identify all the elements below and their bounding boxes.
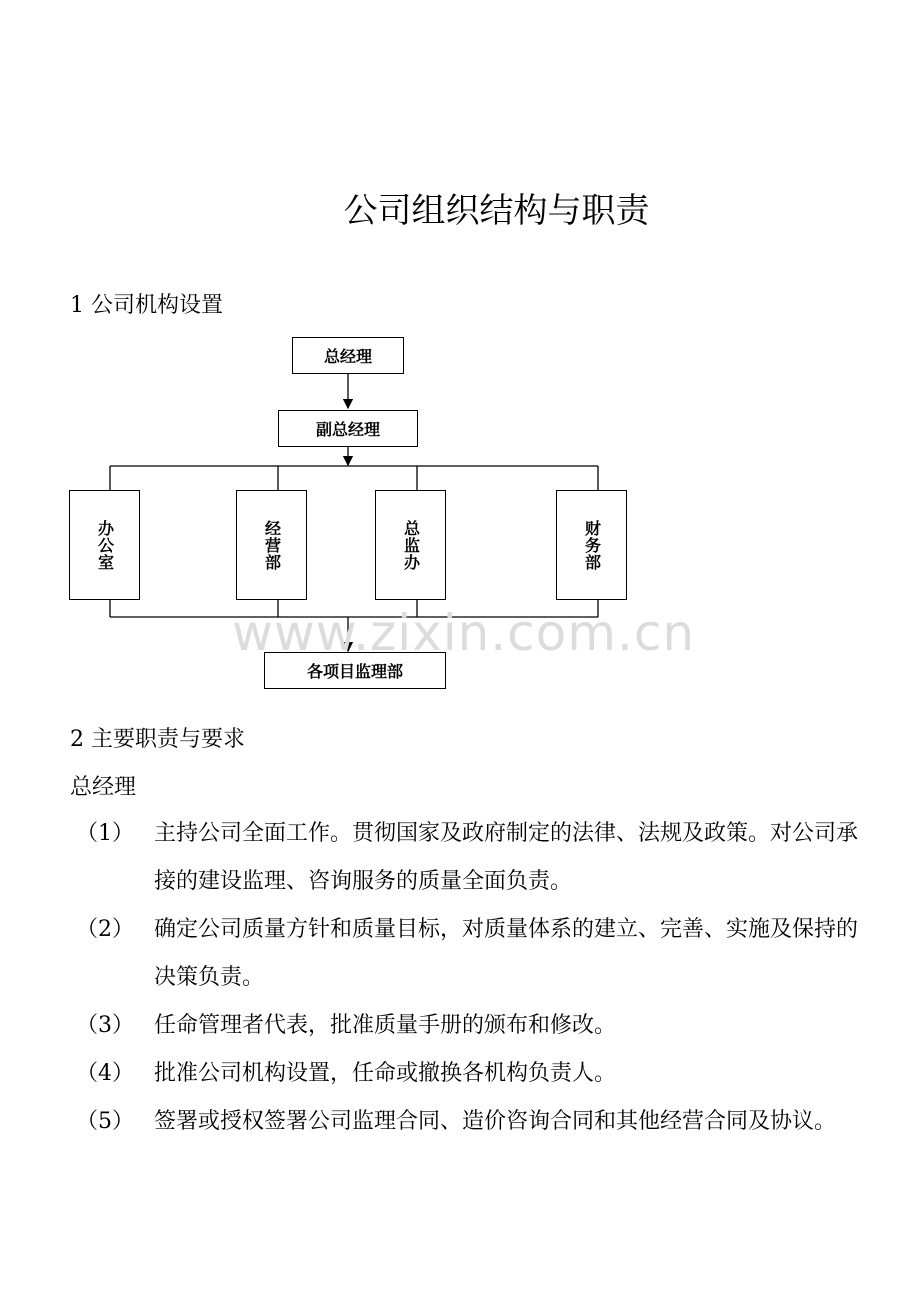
- duty-number: （4）: [76, 1061, 134, 1086]
- page-title: 公司组织结构与职责: [343, 191, 650, 231]
- duty-number: （1）: [76, 821, 134, 846]
- duty-number: （3）: [76, 1013, 134, 1038]
- org-box-office: 办公室: [69, 490, 140, 600]
- org-box-finance-dept: 财务部: [556, 490, 627, 600]
- org-box-deputy-general-manager: 副总经理: [278, 410, 418, 447]
- duty-text: 主持公司全面工作。贯彻国家及政府制定的法律、法规及政策。对公司承接的建设监理、咨询服务的质量全面负责。: [154, 821, 859, 894]
- duty-item: [70, 1098, 860, 1146]
- subheading-general-manager: 总经理: [70, 775, 137, 800]
- section-heading-2: 2 主要职责与要求: [70, 727, 245, 752]
- section-heading-1: 1 公司机构设置: [70, 293, 223, 318]
- duty-text: 任命管理者代表，批准质量手册的颁布和修改。: [154, 1013, 617, 1038]
- duty-number: （2）: [76, 917, 134, 942]
- org-box-project-supervision: 各项目监理部: [264, 652, 446, 689]
- duty-item: [70, 1050, 860, 1098]
- duty-text: 批准公司机构设置，任命或撤换各机构负责人。: [154, 1061, 617, 1086]
- watermark: www.zixin.com.cn: [232, 604, 696, 662]
- duty-text: 确定公司质量方针和质量目标，对质量体系的建立、完善、实施及保持的决策负责。: [154, 917, 859, 990]
- org-box-general-manager: 总经理: [292, 337, 404, 374]
- duty-item: [70, 906, 860, 1002]
- org-box-chief-supervisor-office: 总监办: [375, 490, 446, 600]
- duty-item: [70, 1002, 860, 1050]
- org-box-business-dept: 经营部: [236, 490, 307, 600]
- duty-number: （5）: [76, 1109, 134, 1134]
- duty-item: [70, 810, 860, 906]
- duty-text: 签署或授权签署公司监理合同、造价咨询合同和其他经营合同及协议。: [154, 1109, 837, 1134]
